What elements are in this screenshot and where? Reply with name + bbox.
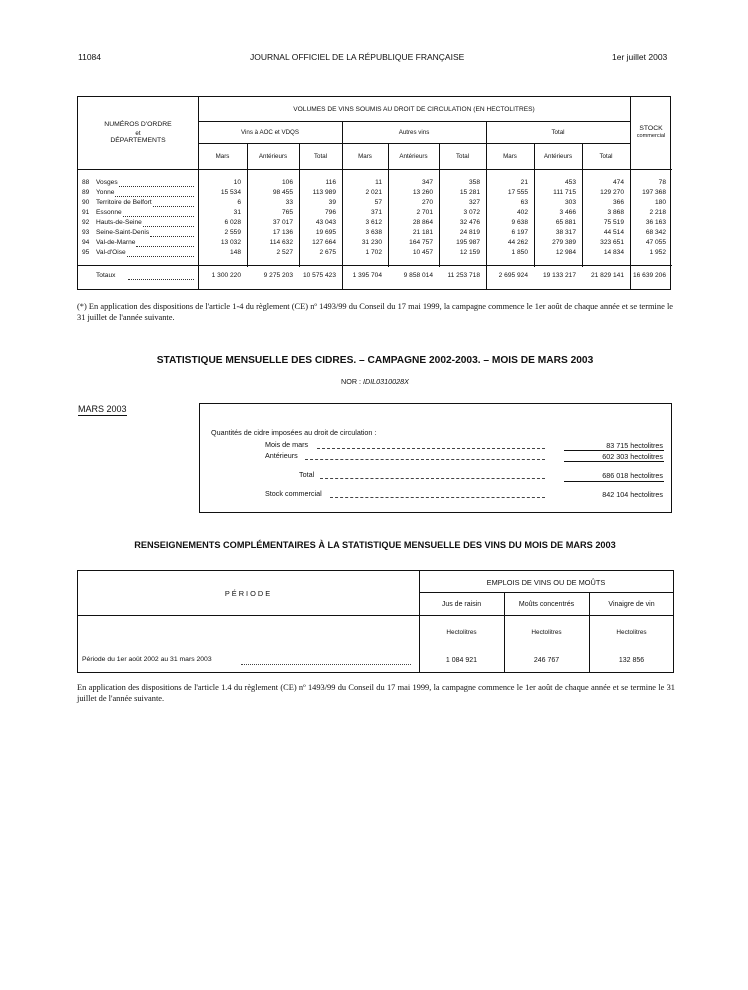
dept-cell (82, 249, 198, 256)
total-cell: 11 253 718 (447, 272, 480, 279)
periode-row-label: Période du 1er août 2002 au 31 mars 2003 (82, 656, 212, 663)
value-cell: 358 (468, 179, 480, 186)
value-cell: 164 757 (409, 239, 433, 246)
journal-title: JOURNAL OFFICIEL DE LA RÉPUBLIQUE FRANÇAISE (250, 52, 465, 62)
value-cell: 195 987 (456, 239, 480, 246)
value-cell: 129 270 (600, 189, 624, 196)
dept-number: 91 (82, 209, 90, 216)
total-cell: 9 275 203 (263, 272, 293, 279)
emplois-header: EMPLOIS DE VINS OU DE MOÛTS (486, 578, 606, 587)
value-cell: 68 342 (645, 229, 666, 236)
dept-name: Yonne (96, 189, 115, 196)
totals-label: Totaux (96, 272, 116, 279)
unit-jus: Hectolitres (446, 629, 477, 636)
value-cell: 2 021 (365, 189, 382, 196)
value-cell: 765 (281, 209, 293, 216)
value-cell: 17 555 (507, 189, 528, 196)
value-cell: 9 638 (511, 219, 528, 226)
sub-header: Antérieurs (543, 153, 573, 160)
dept-cell (82, 209, 198, 216)
value-cell: 15 534 (220, 189, 241, 196)
value-cell: 57 (374, 199, 382, 206)
nor-label: NOR : (341, 377, 361, 386)
sub-header: Mars (215, 153, 230, 160)
value-cell: 111 715 (553, 189, 576, 196)
value-cell: 3 638 (365, 229, 382, 236)
value-cell: 127 664 (312, 239, 336, 246)
value-cell: 78 (658, 179, 666, 186)
value-cell: 13 032 (220, 239, 241, 246)
cidre-quantities-box (199, 403, 672, 513)
value-cell: 2 527 (276, 249, 293, 256)
value-cell: 2 559 (224, 229, 241, 236)
value-cell: 3 612 (365, 219, 382, 226)
dept-cell (82, 189, 198, 196)
value-mouts: 246 767 (533, 657, 560, 664)
cidre-mars-label: Mois de mars (265, 440, 309, 449)
value-cell: 19 695 (315, 229, 336, 236)
value-cell: 2 218 (649, 209, 666, 216)
value-cell: 44 262 (507, 239, 528, 246)
value-cell: 44 514 (603, 229, 624, 236)
dept-cell (82, 179, 198, 186)
value-cell: 21 181 (412, 229, 433, 236)
dept-name: Territoire de Belfort (96, 199, 152, 206)
stock-header-line1: STOCK (639, 125, 663, 132)
publication-date: 1er juillet 2003 (612, 52, 668, 62)
dept-name: Essonne (96, 209, 122, 216)
value-cell: 347 (421, 179, 433, 186)
value-vinaigre: 132 856 (618, 657, 645, 664)
value-cell: 116 (325, 179, 336, 186)
volumes-header: VOLUMES DE VINS SOUMIS AU DROIT DE CIRCULATION (EN HECTOLITRES) (293, 106, 535, 113)
value-cell: 180 (654, 199, 666, 206)
dept-number: 95 (82, 249, 90, 256)
dept-number: 94 (82, 239, 90, 246)
value-cell: 15 281 (459, 189, 480, 196)
compl-title: RENSEIGNEMENTS COMPLÉMENTAIRES À LA STATISTIQUE MENSUELLE DES VINS DU MOIS DE MARS 2003 (134, 540, 616, 550)
cidre-anterieurs-label: Antérieurs (265, 451, 298, 460)
value-cell: 796 (324, 209, 336, 216)
nor-code: IDIL0310028X (363, 377, 409, 386)
value-cell: 28 864 (412, 219, 433, 226)
cidre-stock-value: 842 104 hectolitres (602, 490, 663, 499)
value-cell: 14 834 (603, 249, 624, 256)
value-cell: 12 984 (555, 249, 576, 256)
dept-name: Hauts-de-Seine (96, 219, 142, 226)
stock-header-line2: commercial (636, 133, 666, 139)
value-cell: 6 028 (224, 219, 241, 226)
dept-header-line3: DÉPARTEMENTS (110, 137, 166, 144)
dept-number: 92 (82, 219, 90, 226)
total-cell: 21 829 141 (590, 272, 624, 279)
nor-reference (77, 377, 673, 386)
value-cell: 13 260 (412, 189, 433, 196)
col-mouts-concentres: Moûts concentrés (518, 601, 575, 608)
value-cell: 65 881 (555, 219, 576, 226)
total-cell: 2 695 924 (498, 272, 528, 279)
total-cell: 1 395 704 (352, 272, 382, 279)
value-cell: 303 (564, 199, 576, 206)
dept-number: 89 (82, 189, 90, 196)
dept-number: 90 (82, 199, 90, 206)
sub-header: Antérieurs (399, 153, 428, 160)
sub-header: Total (313, 153, 328, 160)
unit-mouts: Hectolitres (531, 629, 562, 636)
value-cell: 197 368 (642, 189, 666, 196)
month-label: MARS 2003 (78, 404, 127, 414)
dept-header-line1: NUMÉROS D'ORDRE (104, 121, 172, 128)
dept-number: 88 (82, 179, 90, 186)
dept-name: Vosges (96, 179, 118, 186)
footnote-wine: (*) En application des dispositions de l'article 1-4 du règlement (CE) nº 1493/99 du Conseil du 17 mai 1999, la campagne commence le 1er août de chaque année et se termine le 31 juillet de l'année suivante. (77, 302, 673, 322)
footnote-compl: En application des dispositions de l'article 1.4 du règlement (CE) nº 1493/99 du Conseil du 17 mai 1999, la campagne commence le 1er août de chaque année et se termine le 31 juillet de l'année suivante. (77, 683, 675, 703)
value-cell: 36 163 (645, 219, 666, 226)
value-cell: 11 (375, 179, 382, 186)
value-cell: 10 (233, 179, 241, 186)
value-cell: 21 (520, 179, 528, 186)
value-cell: 47 055 (645, 239, 666, 246)
dept-cell (82, 199, 198, 206)
value-cell: 279 389 (552, 239, 576, 246)
value-cell: 24 819 (459, 229, 480, 236)
total-cell: 10 575 423 (302, 272, 336, 279)
total-cell: 16 639 206 (632, 272, 666, 279)
col-vinaigre-de-vin: Vinaigre de vin (608, 601, 655, 608)
group-header-autres: Autres vins (398, 129, 430, 136)
cidre-mars-value: 83 715 hectolitres (606, 441, 663, 450)
value-cell: 31 230 (361, 239, 382, 246)
value-cell: 1 702 (365, 249, 382, 256)
value-cell: 453 (564, 179, 576, 186)
value-cell: 3 072 (463, 209, 480, 216)
group-header-aoc: Vins à AOC et VDQS (240, 129, 299, 136)
sub-header: Total (455, 153, 470, 160)
value-cell: 43 043 (315, 219, 336, 226)
sub-header: Mars (358, 153, 372, 160)
value-cell: 10 457 (412, 249, 433, 256)
value-cell: 39 (328, 199, 336, 206)
group-header-total: Total (551, 129, 565, 136)
value-cell: 63 (520, 199, 528, 206)
total-cell: 9 858 014 (403, 272, 433, 279)
value-cell: 106 (281, 179, 293, 186)
cidre-stock-label: Stock commercial (265, 489, 322, 498)
dept-name: Val-d'Oise (96, 249, 126, 256)
value-cell: 6 197 (511, 229, 528, 236)
value-cell: 327 (468, 199, 480, 206)
dept-cell (82, 219, 198, 226)
value-cell: 75 519 (603, 219, 624, 226)
value-jus: 1 084 921 (445, 657, 478, 664)
value-cell: 270 (421, 199, 433, 206)
sub-header: Mars (503, 153, 517, 160)
periode-header: PÉRIODE (224, 589, 273, 598)
value-cell: 31 (233, 209, 241, 216)
value-cell: 3 466 (559, 209, 576, 216)
dept-name: Val-de-Marne (96, 239, 136, 246)
cidre-total-value: 686 018 hectolitres (602, 471, 663, 480)
value-cell: 114 632 (269, 239, 293, 246)
value-cell: 148 (229, 249, 241, 256)
value-cell: 402 (516, 209, 528, 216)
page-number: 11084 (78, 52, 102, 62)
value-cell: 98 455 (272, 189, 293, 196)
total-cell: 1 300 220 (211, 272, 241, 279)
value-cell: 113 989 (312, 189, 336, 196)
value-cell: 1 952 (649, 249, 666, 256)
value-cell: 474 (612, 179, 624, 186)
value-cell: 323 651 (600, 239, 624, 246)
compl-table (77, 570, 674, 673)
dept-cell (82, 229, 198, 236)
total-cell: 19 133 217 (542, 272, 576, 279)
value-cell: 3 868 (607, 209, 624, 216)
value-cell: 371 (370, 209, 382, 216)
sub-header: Antérieurs (258, 153, 288, 160)
value-cell: 37 017 (272, 219, 293, 226)
value-cell: 2 675 (319, 249, 336, 256)
wine-volumes-table (77, 96, 671, 290)
value-cell: 6 (237, 199, 241, 206)
sub-header: Total (599, 153, 613, 160)
dept-cell (82, 239, 198, 246)
value-cell: 1 850 (511, 249, 528, 256)
value-cell: 32 476 (459, 219, 480, 226)
cidre-title: STATISTIQUE MENSUELLE DES CIDRES. – CAMPAGNE 2002-2003. – MOIS DE MARS 2003 (156, 355, 594, 366)
unit-vinaigre: Hectolitres (616, 629, 647, 636)
value-cell: 33 (285, 199, 293, 206)
value-cell: 2 701 (416, 209, 433, 216)
value-cell: 12 159 (459, 249, 480, 256)
cidre-intro: Quantités de cidre imposées au droit de circulation : (211, 428, 377, 437)
value-cell: 366 (612, 199, 624, 206)
dept-number: 93 (82, 229, 90, 236)
dept-name: Seine-Saint-Denis (96, 229, 150, 236)
value-cell: 17 136 (272, 229, 293, 236)
col-jus-de-raisin: Jus de raisin (441, 601, 482, 608)
dept-header-line2: et (135, 130, 141, 137)
cidre-total-label: Total (299, 470, 315, 479)
value-cell: 38 317 (555, 229, 576, 236)
cidre-anterieurs-value: 602 303 hectolitres (602, 452, 663, 461)
